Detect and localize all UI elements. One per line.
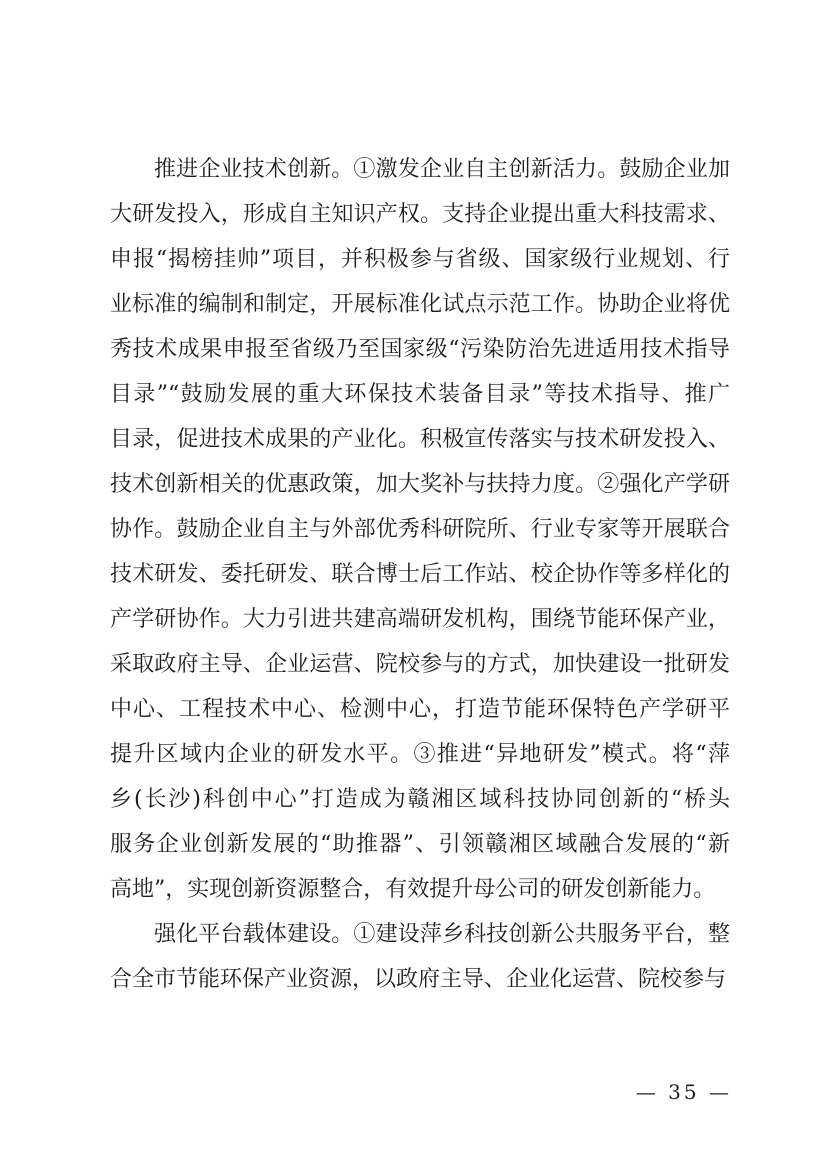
text-line: 目录”“鼓励发展的重大环保技术装备目录”等技术指导、推广 bbox=[110, 382, 730, 407]
page-number: — 35 — bbox=[635, 1080, 732, 1104]
text-line: 大研发投入，形成自主知识产权。支持企业提出重大科技需求、 bbox=[110, 202, 730, 227]
text-line: 服务企业创新发展的“助推器”、引领赣湘区域融合发展的“新 bbox=[110, 832, 730, 857]
text-line: 高地”，实现创新资源整合，有效提升母公司的研发创新能力。 bbox=[110, 877, 716, 902]
text-line: 乡(长沙)科创中心”打造成为赣湘区域科技协同创新的“桥头 bbox=[110, 787, 730, 812]
paragraph bbox=[110, 147, 730, 912]
text-line: 中心、工程技术中心、检测中心，打造节能环保特色产学研平 bbox=[110, 697, 730, 722]
text-line: 技术创新相关的优惠政策，加大奖补与扶持力度。②强化产学研 bbox=[110, 472, 730, 497]
text-line: 采取政府主导、企业运营、院校参与的方式，加快建设一批研发 bbox=[110, 652, 730, 677]
text-line: 推进企业技术创新。①激发企业自主创新活力。鼓励企业加 bbox=[154, 157, 730, 182]
paragraph bbox=[110, 912, 730, 1002]
text-line: 申报“揭榜挂帅”项目，并积极参与省级、国家级行业规划、行 bbox=[110, 247, 730, 272]
text-line: 协作。鼓励企业自主与外部优秀科研院所、行业专家等开展联合 bbox=[110, 517, 730, 542]
text-line: 提升区域内企业的研发水平。③推进“异地研发”模式。将“萍 bbox=[110, 742, 730, 767]
text-line: 业标准的编制和制定，开展标准化试点示范工作。协助企业将优 bbox=[110, 292, 730, 317]
document-text bbox=[110, 147, 730, 1002]
text-line: 产学研协作。大力引进共建高端研发机构，围绕节能环保产业， bbox=[110, 607, 730, 632]
text-line: 强化平台载体建设。①建设萍乡科技创新公共服务平台，整 bbox=[154, 922, 730, 947]
text-line: 目录，促进技术成果的产业化。积极宣传落实与技术研发投入、 bbox=[110, 427, 730, 452]
text-line: 秀技术成果申报至省级乃至国家级“污染防治先进适用技术指导 bbox=[110, 337, 730, 362]
text-line: 技术研发、委托研发、联合博士后工作站、校企协作等多样化的 bbox=[110, 562, 730, 587]
text-line: 合全市节能环保产业资源，以政府主导、企业化运营、院校参与 bbox=[110, 967, 727, 992]
